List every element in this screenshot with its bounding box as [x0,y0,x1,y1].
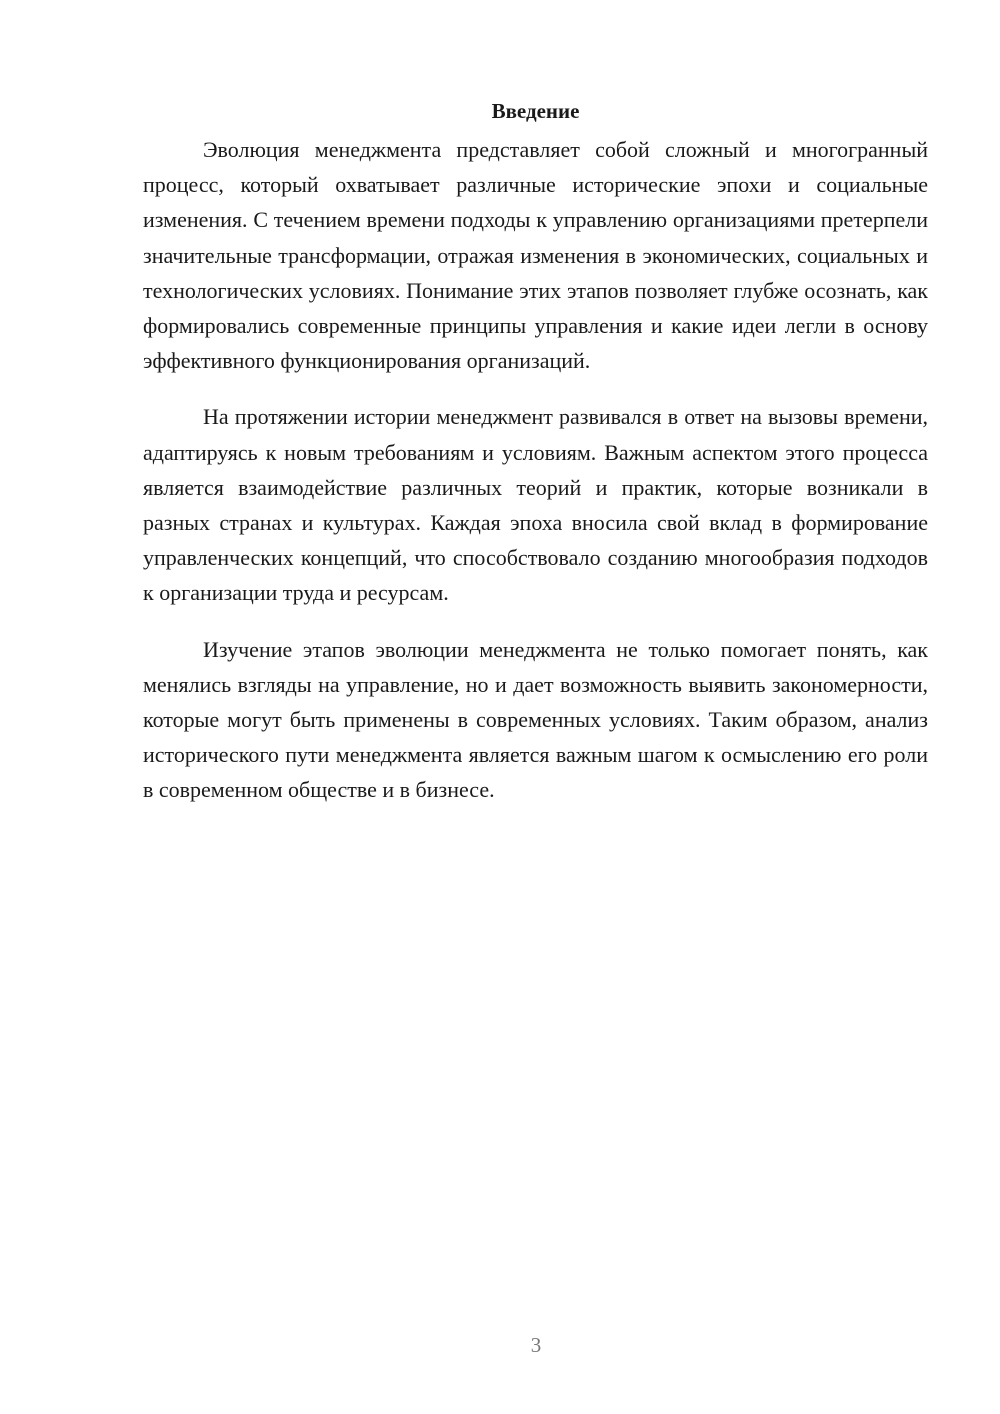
page-content [143,96,928,829]
paragraph-2: На протяжении истории менеджмент развивался в ответ на вызовы времени, адаптируясь к новым требованиям и условиям. Важным аспектом этого процесса является взаимодействие различных теорий и практик, которые возникали в разных странах и культурах. Каждая эпоха вносила свой вклад в формирование управленческих концепций, что способствовало созданию многообразия подходов к организации труда и ресурсам. [143,404,928,606]
paragraph-3: Изучение этапов эволюции менеджмента не только помогает понять, как менялись взгляды на управление, но и дает возможность выявить закономерности, которые могут быть применены в современных условиях. Таким образом, анализ исторического пути менеджмента является важным шагом к осмыслению его роли в современном обществе и в бизнесе. [143,636,928,803]
paragraph-1: Эволюция менеджмента представляет собой сложный и многогранный процесс, который охватывает различные исторические эпохи и социальные изменения. С течением времени подходы к управлению организациями претерпели значительные трансформации, отражая изменения в экономических, социальных и технологических условиях. Понимание этих этапов позволяет глубже осознать, как формировались современные принципы управления и какие идеи легли в основу эффективного функционирования организаций. [143,137,928,374]
section-title: Введение [491,99,580,123]
page-number: 3 [530,1333,542,1357]
